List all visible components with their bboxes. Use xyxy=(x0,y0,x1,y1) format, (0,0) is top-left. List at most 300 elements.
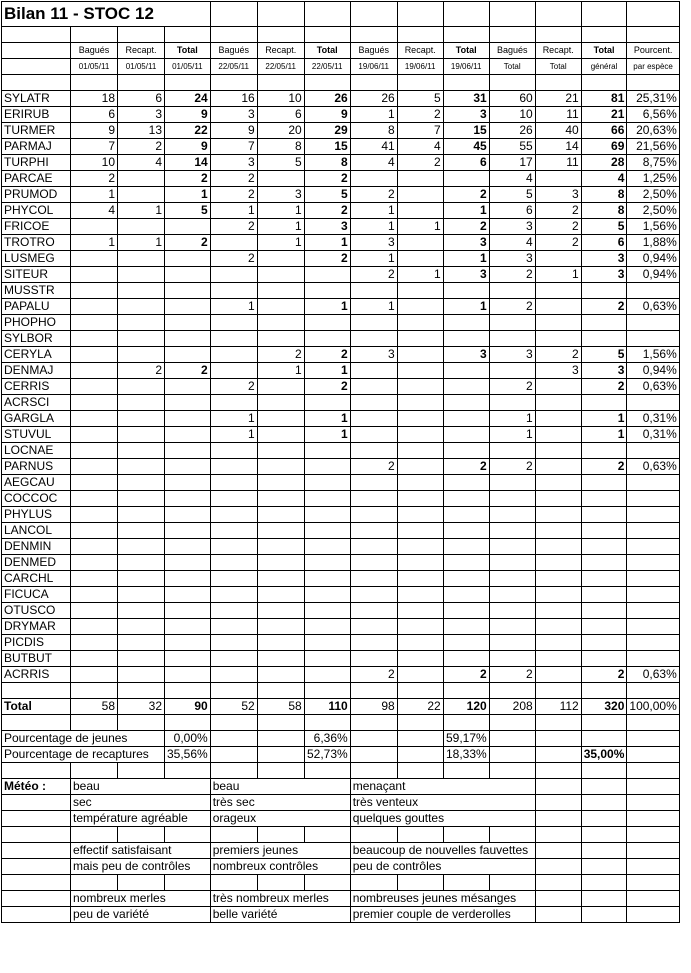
value-cell: 5 xyxy=(165,203,211,219)
empty-cell xyxy=(535,859,581,875)
meteo-text: beau xyxy=(210,779,350,795)
column-header: Recapt. xyxy=(535,43,581,59)
value-cell xyxy=(397,555,443,571)
notes1-text: peu de contrôles xyxy=(350,859,535,875)
sheet-title: Bilan 11 - STOC 12 xyxy=(2,2,211,27)
value-cell: 2,50% xyxy=(627,187,679,203)
value-cell xyxy=(535,571,581,587)
value-cell xyxy=(165,587,211,603)
value-cell xyxy=(350,331,397,347)
value-cell: 4 xyxy=(350,155,397,171)
table-row xyxy=(2,619,680,635)
meteo-text: sec xyxy=(71,795,211,811)
value-cell: 3 xyxy=(257,187,304,203)
value-cell xyxy=(581,651,627,667)
value-cell xyxy=(397,427,443,443)
empty-cell xyxy=(350,2,397,27)
species-code: PAPALU xyxy=(2,299,71,315)
empty-cell xyxy=(2,811,71,827)
value-cell xyxy=(210,619,257,635)
empty-cell xyxy=(397,731,443,747)
value-cell xyxy=(257,395,304,411)
value-cell: 2 xyxy=(350,459,397,475)
value-cell: 21 xyxy=(581,107,627,123)
value-cell xyxy=(257,523,304,539)
value-cell xyxy=(304,267,350,283)
table-row xyxy=(2,379,680,395)
empty-cell xyxy=(71,875,118,891)
value-cell: 26 xyxy=(489,123,535,139)
column-subheader: 22/05/11 xyxy=(304,59,350,75)
empty-cell xyxy=(210,2,257,27)
value-cell: 1 xyxy=(257,203,304,219)
value-cell xyxy=(489,283,535,299)
empty-cell xyxy=(581,2,627,27)
total-row xyxy=(2,699,680,715)
empty-cell xyxy=(350,715,397,731)
value-cell xyxy=(118,619,165,635)
notes1-text: premiers jeunes xyxy=(210,843,350,859)
value-cell xyxy=(210,523,257,539)
value-cell: 0,31% xyxy=(627,427,679,443)
value-cell: 2 xyxy=(304,203,350,219)
recaptures-value: 18,33% xyxy=(443,747,489,763)
empty-cell xyxy=(350,683,397,699)
table-row xyxy=(2,219,680,235)
value-cell: 13 xyxy=(118,123,165,139)
value-cell xyxy=(443,315,489,331)
empty-cell xyxy=(118,875,165,891)
species-code: LUSMEG xyxy=(2,251,71,267)
value-cell xyxy=(397,251,443,267)
column-subheader: 22/05/11 xyxy=(210,59,257,75)
value-cell xyxy=(165,635,211,651)
value-cell xyxy=(627,475,679,491)
recaptures-value: 52,73% xyxy=(304,747,350,763)
value-cell xyxy=(210,539,257,555)
value-cell xyxy=(165,459,211,475)
value-cell: 3 xyxy=(489,347,535,363)
value-cell xyxy=(118,443,165,459)
value-cell: 66 xyxy=(581,123,627,139)
value-cell xyxy=(257,603,304,619)
value-cell: 2 xyxy=(581,667,627,683)
value-cell: 2 xyxy=(535,219,581,235)
value-cell xyxy=(71,539,118,555)
value-cell xyxy=(443,331,489,347)
value-cell: 6,56% xyxy=(627,107,679,123)
value-cell: 1 xyxy=(350,107,397,123)
value-cell xyxy=(210,667,257,683)
value-cell xyxy=(165,395,211,411)
value-cell: 6 xyxy=(71,107,118,123)
value-cell: 7 xyxy=(71,139,118,155)
empty-cell xyxy=(118,715,165,731)
empty-cell xyxy=(2,715,71,731)
empty-cell xyxy=(627,763,679,779)
empty-cell xyxy=(397,75,443,91)
empty-cell xyxy=(2,75,71,91)
empty-cell xyxy=(627,843,679,859)
empty-cell xyxy=(627,27,679,43)
empty-cell xyxy=(581,795,627,811)
value-cell xyxy=(210,507,257,523)
value-cell: 1,88% xyxy=(627,235,679,251)
empty-cell xyxy=(627,811,679,827)
empty-cell xyxy=(165,75,211,91)
value-cell xyxy=(397,363,443,379)
value-cell xyxy=(397,379,443,395)
value-cell: 20 xyxy=(257,123,304,139)
value-cell xyxy=(165,619,211,635)
value-cell xyxy=(257,555,304,571)
value-cell xyxy=(118,635,165,651)
value-cell xyxy=(397,667,443,683)
value-cell: 4 xyxy=(397,139,443,155)
jeunes-value: 6,36% xyxy=(304,731,350,747)
value-cell: 11 xyxy=(535,155,581,171)
empty-cell xyxy=(627,907,679,923)
empty-cell xyxy=(397,763,443,779)
value-cell xyxy=(581,571,627,587)
value-cell xyxy=(350,635,397,651)
value-cell xyxy=(535,667,581,683)
value-cell xyxy=(489,443,535,459)
value-cell: 2 xyxy=(304,347,350,363)
table-row xyxy=(2,235,680,251)
empty-cell xyxy=(581,683,627,699)
value-cell xyxy=(627,331,679,347)
total-value: 52 xyxy=(210,699,257,715)
value-cell: 3 xyxy=(581,267,627,283)
column-subheader: par espèce xyxy=(627,59,679,75)
value-cell: 2 xyxy=(489,299,535,315)
value-cell xyxy=(165,331,211,347)
value-cell xyxy=(397,395,443,411)
table-row xyxy=(2,571,680,587)
value-cell xyxy=(535,251,581,267)
empty-cell xyxy=(581,859,627,875)
column-header: Bagués xyxy=(489,43,535,59)
value-cell xyxy=(489,571,535,587)
value-cell xyxy=(257,411,304,427)
empty-cell xyxy=(165,875,211,891)
empty-cell xyxy=(257,75,304,91)
value-cell: 9 xyxy=(210,123,257,139)
value-cell xyxy=(71,571,118,587)
empty-cell xyxy=(397,827,443,843)
value-cell xyxy=(118,379,165,395)
value-cell xyxy=(71,395,118,411)
value-cell xyxy=(535,299,581,315)
value-cell xyxy=(581,443,627,459)
species-code: DRYMAR xyxy=(2,619,71,635)
empty-cell xyxy=(581,715,627,731)
value-cell xyxy=(350,315,397,331)
empty-cell xyxy=(71,827,118,843)
value-cell: 10 xyxy=(257,91,304,107)
value-cell xyxy=(627,603,679,619)
value-cell: 3 xyxy=(581,251,627,267)
value-cell xyxy=(71,587,118,603)
value-cell: 1 xyxy=(304,235,350,251)
value-cell xyxy=(535,491,581,507)
empty-cell xyxy=(535,843,581,859)
value-cell: 3 xyxy=(535,363,581,379)
value-cell xyxy=(118,331,165,347)
value-cell xyxy=(627,507,679,523)
empty-cell xyxy=(304,715,350,731)
value-cell xyxy=(71,603,118,619)
notes2-row xyxy=(2,907,680,923)
value-cell xyxy=(257,459,304,475)
empty-cell xyxy=(2,891,71,907)
value-cell xyxy=(71,299,118,315)
empty-cell xyxy=(535,907,581,923)
species-code: ERIRUB xyxy=(2,107,71,123)
value-cell xyxy=(165,267,211,283)
empty-cell xyxy=(581,875,627,891)
empty-cell xyxy=(581,75,627,91)
value-cell xyxy=(443,571,489,587)
value-cell xyxy=(71,363,118,379)
empty-cell xyxy=(627,715,679,731)
value-cell xyxy=(397,603,443,619)
value-cell xyxy=(118,251,165,267)
total-value: 320 xyxy=(581,699,627,715)
value-cell xyxy=(489,395,535,411)
value-cell xyxy=(397,299,443,315)
value-cell xyxy=(627,587,679,603)
value-cell xyxy=(304,667,350,683)
value-cell: 26 xyxy=(350,91,397,107)
column-header: Recapt. xyxy=(257,43,304,59)
value-cell xyxy=(257,171,304,187)
value-cell xyxy=(581,331,627,347)
value-cell xyxy=(627,571,679,587)
value-cell xyxy=(350,587,397,603)
empty-cell xyxy=(71,27,118,43)
value-cell xyxy=(257,443,304,459)
value-cell: 6 xyxy=(581,235,627,251)
empty-cell xyxy=(535,779,581,795)
table-row xyxy=(2,283,680,299)
value-cell xyxy=(257,651,304,667)
empty-cell xyxy=(257,715,304,731)
value-cell xyxy=(71,379,118,395)
value-cell xyxy=(489,315,535,331)
species-code: ACRSCI xyxy=(2,395,71,411)
table-row xyxy=(2,443,680,459)
value-cell xyxy=(257,427,304,443)
value-cell: 1 xyxy=(257,363,304,379)
table-row xyxy=(2,459,680,475)
table-row xyxy=(2,315,680,331)
value-cell: 1 xyxy=(397,267,443,283)
value-cell xyxy=(304,491,350,507)
empty-cell xyxy=(257,731,304,747)
value-cell: 2 xyxy=(304,171,350,187)
value-cell xyxy=(71,475,118,491)
value-cell: 21 xyxy=(535,91,581,107)
value-cell: 2 xyxy=(489,667,535,683)
column-subheader: 01/05/11 xyxy=(165,59,211,75)
empty-cell xyxy=(535,827,581,843)
table-row xyxy=(2,635,680,651)
value-cell xyxy=(118,347,165,363)
value-cell: 4 xyxy=(71,203,118,219)
empty-cell xyxy=(71,683,118,699)
value-cell xyxy=(627,619,679,635)
value-cell xyxy=(257,571,304,587)
empty-cell xyxy=(304,763,350,779)
empty-cell xyxy=(304,827,350,843)
total-value: 208 xyxy=(489,699,535,715)
value-cell: 2 xyxy=(165,171,211,187)
value-cell xyxy=(535,619,581,635)
value-cell xyxy=(397,491,443,507)
empty-cell xyxy=(627,683,679,699)
value-cell xyxy=(443,619,489,635)
value-cell: 3 xyxy=(350,235,397,251)
value-cell xyxy=(443,635,489,651)
value-cell xyxy=(535,395,581,411)
value-cell xyxy=(535,171,581,187)
empty-cell xyxy=(627,75,679,91)
column-header: Total xyxy=(581,43,627,59)
empty-cell xyxy=(535,27,581,43)
value-cell xyxy=(535,523,581,539)
meteo-text: beau xyxy=(71,779,211,795)
value-cell xyxy=(71,427,118,443)
notes1-text: nombreux contrôles xyxy=(210,859,350,875)
value-cell xyxy=(581,555,627,571)
empty-cell xyxy=(535,75,581,91)
notes2-row xyxy=(2,891,680,907)
value-cell: 2 xyxy=(489,379,535,395)
meteo-row xyxy=(2,795,680,811)
table-row xyxy=(2,107,680,123)
value-cell xyxy=(71,411,118,427)
value-cell xyxy=(443,507,489,523)
value-cell xyxy=(165,603,211,619)
empty-cell xyxy=(210,683,257,699)
value-cell: 2 xyxy=(489,267,535,283)
value-cell: 0,31% xyxy=(627,411,679,427)
value-cell xyxy=(443,171,489,187)
value-cell xyxy=(304,475,350,491)
value-cell xyxy=(350,283,397,299)
value-cell xyxy=(210,475,257,491)
empty-cell xyxy=(350,827,397,843)
empty-cell xyxy=(535,811,581,827)
table-row xyxy=(2,411,680,427)
value-cell: 41 xyxy=(350,139,397,155)
value-cell: 2 xyxy=(489,459,535,475)
value-cell xyxy=(257,283,304,299)
value-cell xyxy=(304,443,350,459)
empty-cell xyxy=(627,859,679,875)
value-cell: 4 xyxy=(118,155,165,171)
value-cell: 2 xyxy=(210,219,257,235)
value-cell xyxy=(257,635,304,651)
value-cell: 2 xyxy=(210,187,257,203)
value-cell xyxy=(535,651,581,667)
value-cell xyxy=(350,379,397,395)
value-cell: 16 xyxy=(210,91,257,107)
spacer-row xyxy=(2,875,680,891)
value-cell: 2 xyxy=(350,187,397,203)
value-cell xyxy=(165,651,211,667)
meteo-text: très sec xyxy=(210,795,350,811)
value-cell: 1,56% xyxy=(627,219,679,235)
table-row xyxy=(2,171,680,187)
value-cell: 60 xyxy=(489,91,535,107)
empty-cell xyxy=(627,731,679,747)
value-cell: 3 xyxy=(304,219,350,235)
value-cell xyxy=(71,667,118,683)
value-cell xyxy=(397,459,443,475)
species-code: TURPHI xyxy=(2,155,71,171)
value-cell: 0,63% xyxy=(627,379,679,395)
value-cell: 1 xyxy=(257,219,304,235)
value-cell xyxy=(535,331,581,347)
value-cell xyxy=(165,411,211,427)
empty-cell xyxy=(257,2,304,27)
value-cell xyxy=(581,315,627,331)
empty-cell xyxy=(2,827,71,843)
empty-cell xyxy=(350,875,397,891)
value-cell: 0,63% xyxy=(627,459,679,475)
value-cell: 1 xyxy=(350,203,397,219)
value-cell: 3 xyxy=(350,347,397,363)
value-cell xyxy=(581,603,627,619)
total-value: 120 xyxy=(443,699,489,715)
value-cell: 4 xyxy=(581,171,627,187)
value-cell xyxy=(257,587,304,603)
value-cell xyxy=(71,555,118,571)
value-cell: 1 xyxy=(118,235,165,251)
value-cell: 15 xyxy=(443,123,489,139)
value-cell xyxy=(581,491,627,507)
column-header: Bagués xyxy=(210,43,257,59)
value-cell: 2 xyxy=(210,379,257,395)
value-cell xyxy=(304,571,350,587)
value-cell xyxy=(257,475,304,491)
value-cell: 14 xyxy=(165,155,211,171)
value-cell: 1 xyxy=(443,251,489,267)
table-row xyxy=(2,523,680,539)
recaptures-row xyxy=(2,747,680,763)
value-cell xyxy=(304,283,350,299)
value-cell xyxy=(443,651,489,667)
value-cell: 1 xyxy=(350,299,397,315)
species-code: AEGCAU xyxy=(2,475,71,491)
value-cell xyxy=(71,491,118,507)
value-cell xyxy=(71,619,118,635)
value-cell: 1 xyxy=(257,235,304,251)
meteo-label: Météo : xyxy=(2,779,71,795)
value-cell xyxy=(304,395,350,411)
table-row xyxy=(2,651,680,667)
value-cell xyxy=(350,411,397,427)
species-code: GARGLA xyxy=(2,411,71,427)
table-row xyxy=(2,203,680,219)
spreadsheet-table xyxy=(1,1,680,923)
empty-cell xyxy=(627,2,679,27)
empty-cell xyxy=(397,683,443,699)
empty-cell xyxy=(257,27,304,43)
